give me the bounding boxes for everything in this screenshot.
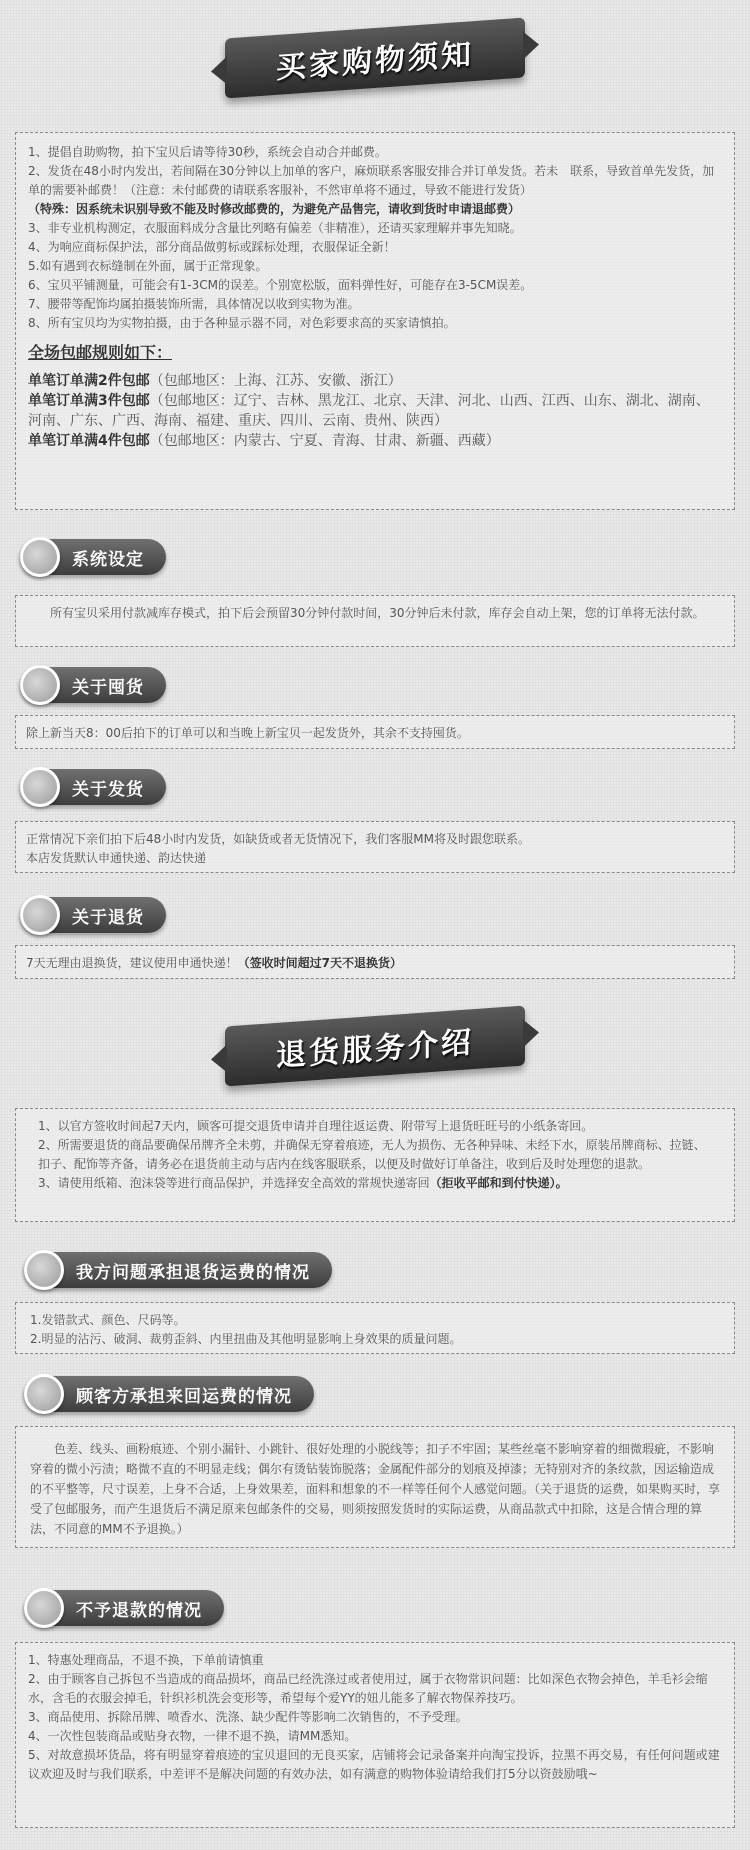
- circle-icon: [20, 895, 60, 935]
- no-refund-line: 2、由于顾客自己拆包不当造成的商品损坏，商品已经洗涤过或者使用过，属于衣物常识问题：比如深色衣物会掉色，羊毛衫会缩水，含毛的衣服会掉毛，针织衫机洗会变形等，希望每个爱YY的妞儿能多了解衣物保养技巧。: [28, 1672, 708, 1705]
- notice-line: 1、提倡自助购物，拍下宝贝后请等待30秒，系统会自动合并邮费。: [28, 145, 387, 159]
- circle-icon: [20, 767, 60, 807]
- circle-icon: [24, 1588, 64, 1628]
- notice-line: 5.如有遇到衣标缝制在外面，属于正常现象。: [28, 259, 268, 273]
- system-box: [15, 595, 735, 647]
- shipping-box: [15, 821, 735, 873]
- service-line3-bold: （拒收平邮和到付快递）。: [429, 1176, 568, 1190]
- notice-line: 2、发货在48小时内发出，若间隔在30分钟以上加单的客户，麻烦联系客服安排合并订单发货。若未 联系，导致首单先发货，加单的需要补邮费！（注意：未付邮费的请联系客服补，不然审单将不通过，导致不能进行发货）: [28, 164, 715, 197]
- buyer-pays-box: [15, 1426, 735, 1548]
- section-title: 不予退款的情况: [76, 1600, 202, 1621]
- rule-detail: （包邮地区：上海、江苏、安徽、浙江）: [149, 373, 402, 389]
- no-refund-line: 4、一次性包装商品或贴身衣物，一律不退不换，请MM悉知。: [28, 1729, 357, 1743]
- shipping-couriers: 本店发货默认申通快递、韵达快递: [26, 851, 207, 865]
- service-line: 2、所需要退货的商品要确保吊牌齐全未剪，并确保无穿着痕迹，无人为损伤、无各种异味、未经下水，原装吊牌商标、拉链、扣子、配饰等齐备，请务必在退货前主动与店内在线客服联系，以便及时做好订单备注，收到后及时处理您的退款。: [38, 1138, 706, 1171]
- banner-buyer-notice: [225, 28, 525, 88]
- section-header-seller-pays: [24, 1252, 332, 1288]
- section-title: 系统设定: [72, 549, 144, 570]
- circle-icon: [24, 1250, 64, 1290]
- system-text: 所有宝贝采用付款减库存模式，拍下后会预留30分钟付款时间，30分钟后未付款，库存会自动上架，您的订单将无法付款。: [50, 606, 705, 620]
- shipping-rule: [28, 391, 722, 431]
- section-header-no-refund: [24, 1590, 224, 1626]
- service-line: [38, 1174, 712, 1193]
- shipping-rule: [28, 371, 722, 391]
- no-refund-line: 5、对故意损坏货品，将有明显穿着痕迹的宝贝退回的无良买家，店铺将会记录备案并向淘宝投诉，拉黑不再交易，有任何问题或建议欢迎及时与我们联系，中差评不是解决问题的有效办法，如有满意的购物体验请给我们打5分以资鼓励哦~: [28, 1748, 720, 1781]
- banner-title: 买家购物须知: [276, 37, 474, 86]
- circle-icon: [20, 537, 60, 577]
- notice-line: 6、宝贝平铺测量，可能会有1-3CM的误差。个别宽松版，面料弹性好，可能存在3-5CM误差。: [28, 278, 533, 292]
- seller-pays-line: 2.明显的沾污、破洞、裁剪歪斜、内里扭曲及其他明显影响上身效果的质量问题。: [30, 1332, 462, 1346]
- notice-box: [15, 132, 735, 510]
- section-title: 我方问题承担退货运费的情况: [76, 1262, 310, 1283]
- section-header-return: [20, 897, 166, 933]
- return-text: [26, 954, 724, 973]
- return-policy: 7天无理由退换货，建议使用申通快递！: [26, 956, 238, 970]
- service-line3: 3、请使用纸箱、泡沫袋等进行商品保护，并选择安全高效的常规快递寄回: [38, 1176, 430, 1190]
- notice-special: （特殊：因系统未识别导致不能及时修改邮费的，为避免产品售完，请收到货时申请退邮费）: [28, 202, 521, 216]
- circle-icon: [24, 1374, 64, 1414]
- section-header-hoard: [20, 667, 166, 703]
- section-title: 关于囤货: [72, 677, 144, 698]
- shipping-rule-title: 全场包邮规则如下：: [28, 343, 173, 362]
- rule-label: 单笔订单满2件包邮: [28, 373, 150, 389]
- service-line: 1、以官方签收时间起7天内，顾客可提交退货申请并自理往返运费、附带写上退货旺旺号的小纸条寄回。: [38, 1119, 594, 1133]
- seller-pays-box: [15, 1302, 735, 1354]
- notice-line: 4、为响应商标保护法，部分商品做剪标或踩标处理，衣服保证全新！: [28, 240, 396, 254]
- section-header-shipping: [20, 769, 166, 805]
- section-title: 关于发货: [72, 779, 144, 800]
- section-header-system: [20, 539, 166, 575]
- no-refund-line: 1、特惠处理商品，不退不换，下单前请慎重: [28, 1653, 264, 1667]
- notice-line: 3、非专业机构测定，衣服面料成分含量比列略有偏差（非精准），还请买家理解并事先知晓。: [28, 221, 522, 235]
- shipping-rule: [28, 431, 722, 451]
- banner-title: 退货服务介绍: [276, 1025, 474, 1074]
- rule-detail: （包邮地区：内蒙古、宁夏、青海、甘肃、新疆、西藏）: [149, 433, 500, 449]
- banner-return-service: [225, 1016, 525, 1076]
- hoard-box: [15, 715, 735, 749]
- shipping-text: 正常情况下亲们拍下后48小时内发货，如缺货或者无货情况下，我们客服MM将及时跟您联系。: [26, 832, 530, 846]
- return-limit: （签收时间超过7天不退换货）: [237, 956, 402, 970]
- notice-line: 8、所有宝贝均为实物拍摄，由于各种显示器不同，对色彩要求高的买家请慎拍。: [28, 316, 456, 330]
- notice-line: 7、腰带等配饰均属拍摄装饰所需，具体情况以收到实物为准。: [28, 297, 360, 311]
- circle-icon: [20, 665, 60, 705]
- seller-pays-line: 1.发错款式、颜色、尺码等。: [30, 1313, 186, 1327]
- no-refund-box: [15, 1642, 735, 1828]
- buyer-pays-text: 色差、线头、画粉痕迹、个别小漏针、小跳针、很好处理的小脱线等；扣子不牢固；某些丝毫不影响穿着的细微瑕疵，不影响穿着的微小污渍；略微不直的不明显走线；偶尔有烫钻装饰脱落；金属配件部分的划痕及掉漆；无特别对齐的条纹款，因运输造成的不平整等，尺寸误差，上身不合适，上身效果差，面料和想象的不一样等任何个人感觉问题。（关于退货的运费，如果购买时，享受了包邮服务，而产生退货后不满足原来包邮条件的交易，则须按照发货时的实际运费，从商品款式中扣除，这是合情合理的算法，不同意的MM不予退换。）: [30, 1442, 721, 1536]
- return-box: [15, 945, 735, 979]
- hoard-text: 除上新当天8：00后拍下的订单可以和当晚上新宝贝一起发货外，其余不支持囤货。: [26, 726, 469, 740]
- section-title: 关于退货: [72, 907, 144, 928]
- rule-label: 单笔订单满4件包邮: [28, 433, 150, 449]
- rule-detail: （包邮地区：辽宁、吉林、黑龙江、北京、天津、河北、山西、江西、山东、湖北、湖南、河南、广东、广西、海南、福建、重庆、四川、云南、贵州、陕西）: [28, 393, 710, 429]
- section-header-buyer-pays: [24, 1376, 314, 1412]
- service-box: [15, 1108, 735, 1222]
- rule-label: 单笔订单满3件包邮: [28, 393, 150, 409]
- no-refund-line: 3、商品使用、拆除吊牌、喷香水、洗涤、缺少配件等影响二次销售的，不予受理。: [28, 1710, 468, 1724]
- section-title: 顾客方承担来回运费的情况: [76, 1386, 292, 1407]
